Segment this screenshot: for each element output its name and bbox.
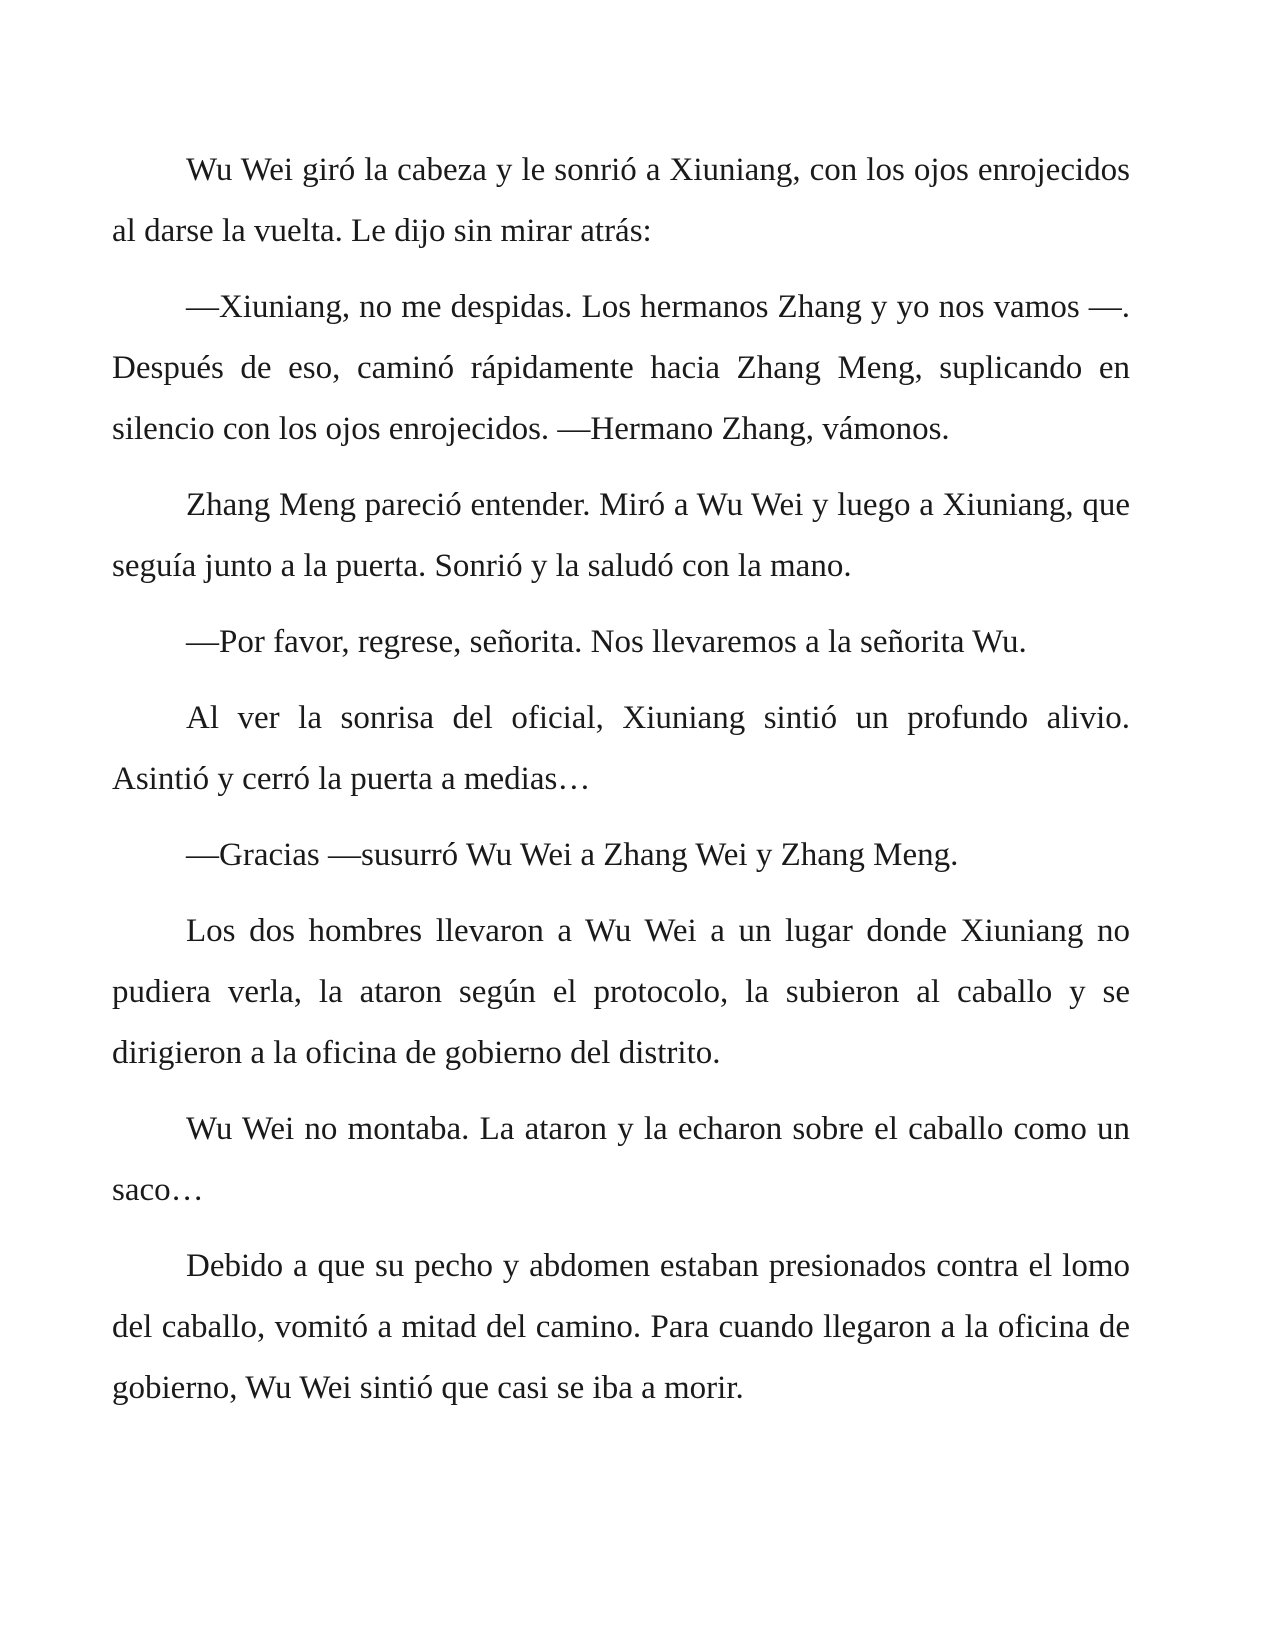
paragraph: Wu Wei giró la cabeza y le sonrió a Xiuniang, con los ojos enrojecidos al darse la vuelta. Le dijo sin mirar atrás: xyxy=(112,152,1130,249)
paragraph: —Gracias —susurró Wu Wei a Zhang Wei y Zhang Meng. xyxy=(186,837,959,873)
document-page xyxy=(112,140,1130,1434)
paragraph: Debido a que su pecho y abdomen estaban presionados contra el lomo del caballo, vomitó a mitad del camino. Para cuando llegaron a la oficina de gobierno, Wu Wei sintió que casi se iba a morir. xyxy=(112,1248,1130,1406)
paragraph: —Xiuniang, no me despidas. Los hermanos Zhang y yo nos vamos —. Después de eso, caminó rápidamente hacia Zhang Meng, suplicando en silencio con los ojos enrojecidos. —Hermano Zhang, vámonos. xyxy=(112,289,1130,447)
paragraph: Los dos hombres llevaron a Wu Wei a un lugar donde Xiuniang no pudiera verla, la ataron según el protocolo, la subieron al caballo y se dirigieron a la oficina de gobierno del distrito. xyxy=(112,913,1130,1071)
paragraph: Wu Wei no montaba. La ataron y la echaron sobre el caballo como un saco… xyxy=(112,1111,1130,1208)
paragraph: —Por favor, regrese, señorita. Nos llevaremos a la señorita Wu. xyxy=(186,624,1027,660)
paragraph: Al ver la sonrisa del oficial, Xiuniang sintió un profundo alivio. Asintió y cerró la puerta a medias… xyxy=(112,700,1130,797)
paragraph: Zhang Meng pareció entender. Miró a Wu Wei y luego a Xiuniang, que seguía junto a la puerta. Sonrió y la saludó con la mano. xyxy=(112,487,1130,584)
